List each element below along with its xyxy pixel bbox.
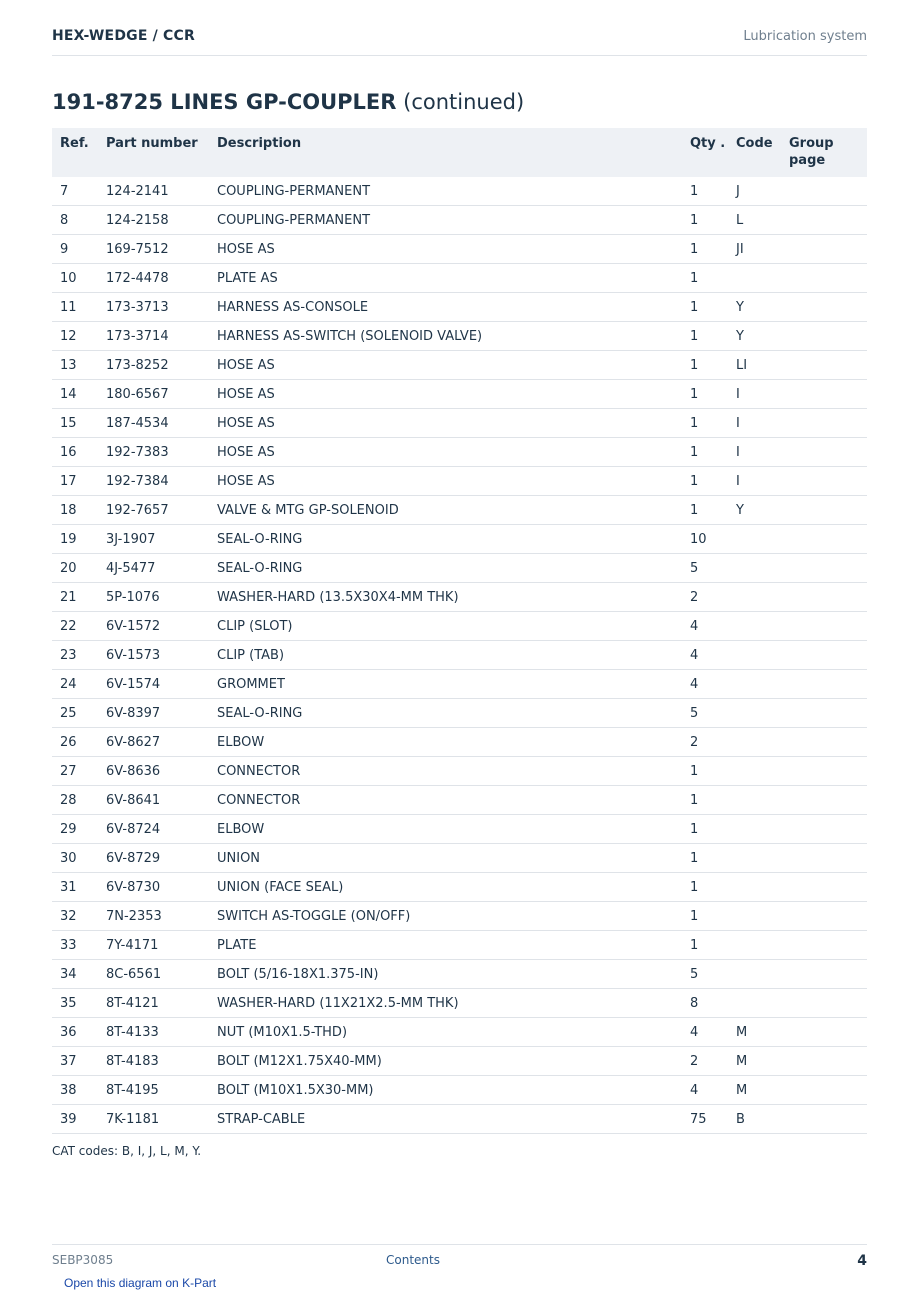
cell-code — [728, 902, 781, 931]
col-header-code: Code — [728, 128, 781, 177]
table-row — [52, 873, 867, 902]
cell-code — [728, 815, 781, 844]
cell-qty: 4 — [682, 641, 728, 670]
cell-qty: 5 — [682, 699, 728, 728]
cell-ref: 19 — [52, 525, 98, 554]
cell-description: ELBOW — [209, 815, 682, 844]
table-row — [52, 815, 867, 844]
table-row — [52, 351, 867, 380]
table-row — [52, 496, 867, 525]
cell-description: BOLT (5/16-18X1.375-IN) — [209, 960, 682, 989]
cell-ref: 28 — [52, 786, 98, 815]
cell-group-page — [781, 1018, 867, 1047]
table-row — [52, 1076, 867, 1105]
cell-part-number: 192-7657 — [98, 496, 209, 525]
cell-group-page — [781, 873, 867, 902]
cell-description: PLATE — [209, 931, 682, 960]
cell-qty: 4 — [682, 612, 728, 641]
cell-code — [728, 931, 781, 960]
table-row — [52, 989, 867, 1018]
cell-group-page — [781, 1076, 867, 1105]
cell-ref: 17 — [52, 467, 98, 496]
cell-ref: 38 — [52, 1076, 98, 1105]
cell-group-page — [781, 1105, 867, 1134]
table-row — [52, 1047, 867, 1076]
cell-ref: 9 — [52, 235, 98, 264]
table-row — [52, 641, 867, 670]
table-row — [52, 264, 867, 293]
table-row — [52, 844, 867, 873]
cell-ref: 15 — [52, 409, 98, 438]
cell-ref: 21 — [52, 583, 98, 612]
cell-code — [728, 989, 781, 1018]
cell-ref: 33 — [52, 931, 98, 960]
cell-qty: 1 — [682, 293, 728, 322]
cell-ref: 22 — [52, 612, 98, 641]
cell-qty: 1 — [682, 873, 728, 902]
open-diagram-link[interactable]: Open this diagram on K-Part — [64, 1276, 217, 1290]
parts-table-body — [52, 177, 867, 1134]
cell-group-page — [781, 844, 867, 873]
cell-group-page — [781, 931, 867, 960]
page-title — [52, 90, 524, 114]
cell-ref: 31 — [52, 873, 98, 902]
cell-part-number: 172-4478 — [98, 264, 209, 293]
cell-ref: 23 — [52, 641, 98, 670]
cell-description: HARNESS AS-CONSOLE — [209, 293, 682, 322]
cell-ref: 27 — [52, 757, 98, 786]
table-row — [52, 380, 867, 409]
cell-ref: 16 — [52, 438, 98, 467]
cell-ref: 20 — [52, 554, 98, 583]
table-row — [52, 438, 867, 467]
cell-qty: 10 — [682, 525, 728, 554]
cell-group-page — [781, 583, 867, 612]
cell-description: GROMMET — [209, 670, 682, 699]
cell-ref: 26 — [52, 728, 98, 757]
cell-part-number: 192-7383 — [98, 438, 209, 467]
cell-part-number: 8T-4121 — [98, 989, 209, 1018]
cell-qty: 4 — [682, 1076, 728, 1105]
cell-group-page — [781, 438, 867, 467]
cell-description: SEAL-O-RING — [209, 554, 682, 583]
cell-qty: 5 — [682, 960, 728, 989]
cell-qty: 1 — [682, 757, 728, 786]
section-name: Lubrication system — [743, 29, 867, 44]
cell-part-number: 4J-5477 — [98, 554, 209, 583]
table-row — [52, 235, 867, 264]
cell-qty: 4 — [682, 1018, 728, 1047]
cell-ref: 12 — [52, 322, 98, 351]
cell-description: UNION (FACE SEAL) — [209, 873, 682, 902]
cell-description: HOSE AS — [209, 438, 682, 467]
cell-code — [728, 844, 781, 873]
cell-code — [728, 525, 781, 554]
cell-qty: 1 — [682, 931, 728, 960]
table-row — [52, 757, 867, 786]
table-row — [52, 554, 867, 583]
cell-code — [728, 873, 781, 902]
cell-qty: 1 — [682, 206, 728, 235]
cell-group-page — [781, 728, 867, 757]
cell-qty: 1 — [682, 902, 728, 931]
cell-part-number: 6V-1573 — [98, 641, 209, 670]
cell-description: NUT (M10X1.5-THD) — [209, 1018, 682, 1047]
cell-group-page — [781, 699, 867, 728]
cell-group-page — [781, 496, 867, 525]
cell-ref: 37 — [52, 1047, 98, 1076]
cell-ref: 25 — [52, 699, 98, 728]
col-header-qty: Qty . — [682, 128, 728, 177]
cell-part-number: 6V-8636 — [98, 757, 209, 786]
cell-code — [728, 612, 781, 641]
cell-description: VALVE & MTG GP-SOLENOID — [209, 496, 682, 525]
cell-code: JI — [728, 235, 781, 264]
cell-code: I — [728, 409, 781, 438]
cell-description: WASHER-HARD (11X21X2.5-MM THK) — [209, 989, 682, 1018]
cell-group-page — [781, 815, 867, 844]
cell-code — [728, 757, 781, 786]
table-row — [52, 409, 867, 438]
cell-description: HOSE AS — [209, 351, 682, 380]
cell-part-number: 173-3714 — [98, 322, 209, 351]
cell-description: CONNECTOR — [209, 786, 682, 815]
cell-qty: 8 — [682, 989, 728, 1018]
cell-code — [728, 641, 781, 670]
cell-qty: 1 — [682, 380, 728, 409]
table-row — [52, 786, 867, 815]
cell-group-page — [781, 293, 867, 322]
contents-link[interactable]: Contents — [386, 1253, 440, 1267]
col-header-description: Description — [209, 128, 682, 177]
cell-ref: 7 — [52, 177, 98, 206]
cell-group-page — [781, 902, 867, 931]
cell-part-number: 192-7384 — [98, 467, 209, 496]
cell-group-page — [781, 554, 867, 583]
cell-group-page — [781, 235, 867, 264]
cell-ref: 35 — [52, 989, 98, 1018]
table-row — [52, 322, 867, 351]
cell-code: B — [728, 1105, 781, 1134]
cell-group-page — [781, 612, 867, 641]
cell-qty: 1 — [682, 235, 728, 264]
table-row — [52, 670, 867, 699]
page-number: 4 — [857, 1253, 867, 1269]
cell-description: SEAL-O-RING — [209, 699, 682, 728]
cell-ref: 10 — [52, 264, 98, 293]
table-header-row — [52, 128, 867, 177]
cell-code: M — [728, 1018, 781, 1047]
cell-code: Y — [728, 496, 781, 525]
cell-group-page — [781, 264, 867, 293]
table-row — [52, 728, 867, 757]
cell-group-page — [781, 467, 867, 496]
cell-part-number: 6V-1572 — [98, 612, 209, 641]
cell-description: COUPLING-PERMANENT — [209, 206, 682, 235]
cell-qty: 2 — [682, 1047, 728, 1076]
cell-part-number: 180-6567 — [98, 380, 209, 409]
cell-qty: 1 — [682, 438, 728, 467]
cell-qty: 1 — [682, 815, 728, 844]
cell-part-number: 6V-8397 — [98, 699, 209, 728]
table-row — [52, 177, 867, 206]
cell-qty: 75 — [682, 1105, 728, 1134]
cell-code: I — [728, 467, 781, 496]
cell-group-page — [781, 757, 867, 786]
cell-code — [728, 699, 781, 728]
cell-part-number: 6V-8729 — [98, 844, 209, 873]
cell-qty: 2 — [682, 583, 728, 612]
cell-qty: 1 — [682, 786, 728, 815]
table-row — [52, 206, 867, 235]
cell-description: CLIP (SLOT) — [209, 612, 682, 641]
cell-description: STRAP-CABLE — [209, 1105, 682, 1134]
cell-code: LI — [728, 351, 781, 380]
cell-part-number: 6V-8627 — [98, 728, 209, 757]
cell-code: M — [728, 1076, 781, 1105]
cell-part-number: 6V-1574 — [98, 670, 209, 699]
page-footer — [52, 1244, 867, 1275]
cell-code: Y — [728, 293, 781, 322]
table-row — [52, 960, 867, 989]
cell-part-number: 124-2141 — [98, 177, 209, 206]
table-row — [52, 1105, 867, 1134]
cell-ref: 39 — [52, 1105, 98, 1134]
cell-part-number: 6V-8730 — [98, 873, 209, 902]
cell-part-number: 7N-2353 — [98, 902, 209, 931]
cell-ref: 32 — [52, 902, 98, 931]
cell-description: HARNESS AS-SWITCH (SOLENOID VALVE) — [209, 322, 682, 351]
cell-code — [728, 960, 781, 989]
parts-table — [52, 128, 867, 1134]
cell-group-page — [781, 380, 867, 409]
cell-qty: 1 — [682, 467, 728, 496]
page-title-main: 191-8725 LINES GP-COUPLER — [52, 90, 397, 114]
cell-qty: 1 — [682, 496, 728, 525]
cell-group-page — [781, 786, 867, 815]
table-row — [52, 583, 867, 612]
cell-code: I — [728, 438, 781, 467]
cell-description: PLATE AS — [209, 264, 682, 293]
cell-description: COUPLING-PERMANENT — [209, 177, 682, 206]
cell-part-number: 8T-4195 — [98, 1076, 209, 1105]
cell-part-number: 7Y-4171 — [98, 931, 209, 960]
page-header — [52, 28, 867, 56]
cell-code: M — [728, 1047, 781, 1076]
cell-description: UNION — [209, 844, 682, 873]
cell-code: J — [728, 177, 781, 206]
cell-qty: 4 — [682, 670, 728, 699]
cell-code — [728, 786, 781, 815]
table-row — [52, 699, 867, 728]
col-header-group-page: Group page — [781, 128, 867, 177]
cell-code — [728, 728, 781, 757]
cell-ref: 11 — [52, 293, 98, 322]
cell-qty: 1 — [682, 322, 728, 351]
cell-description: SWITCH AS-TOGGLE (ON/OFF) — [209, 902, 682, 931]
cell-ref: 29 — [52, 815, 98, 844]
cell-description: HOSE AS — [209, 235, 682, 264]
cell-part-number: 5P-1076 — [98, 583, 209, 612]
col-header-part-number: Part number — [98, 128, 209, 177]
cell-code: L — [728, 206, 781, 235]
table-row — [52, 467, 867, 496]
page-title-suffix: (continued) — [396, 90, 525, 114]
table-row — [52, 902, 867, 931]
cell-description: BOLT (M12X1.75X40-MM) — [209, 1047, 682, 1076]
cell-group-page — [781, 525, 867, 554]
cell-group-page — [781, 989, 867, 1018]
cell-part-number: 173-8252 — [98, 351, 209, 380]
cell-description: CONNECTOR — [209, 757, 682, 786]
cell-group-page — [781, 670, 867, 699]
document-id: SEBP3085 — [52, 1253, 114, 1267]
breadcrumb-brand: HEX-WEDGE / CCR — [52, 28, 195, 44]
cell-ref: 30 — [52, 844, 98, 873]
cell-code — [728, 670, 781, 699]
table-row — [52, 293, 867, 322]
cell-part-number: 187-4534 — [98, 409, 209, 438]
cell-qty: 1 — [682, 264, 728, 293]
cell-ref: 24 — [52, 670, 98, 699]
cell-part-number: 169-7512 — [98, 235, 209, 264]
cat-codes-note: CAT codes: B, I, J, L, M, Y. — [52, 1144, 202, 1158]
cell-group-page — [781, 960, 867, 989]
cell-ref: 13 — [52, 351, 98, 380]
cell-description: SEAL-O-RING — [209, 525, 682, 554]
table-row — [52, 1018, 867, 1047]
cell-group-page — [781, 409, 867, 438]
cell-ref: 14 — [52, 380, 98, 409]
cell-description: CLIP (TAB) — [209, 641, 682, 670]
cell-group-page — [781, 351, 867, 380]
cell-ref: 36 — [52, 1018, 98, 1047]
cell-part-number: 124-2158 — [98, 206, 209, 235]
cell-part-number: 8C-6561 — [98, 960, 209, 989]
table-row — [52, 525, 867, 554]
cell-qty: 1 — [682, 351, 728, 380]
cell-group-page — [781, 322, 867, 351]
cell-qty: 5 — [682, 554, 728, 583]
cell-part-number: 3J-1907 — [98, 525, 209, 554]
cell-description: HOSE AS — [209, 380, 682, 409]
cell-ref: 34 — [52, 960, 98, 989]
cell-ref: 18 — [52, 496, 98, 525]
cell-qty: 1 — [682, 409, 728, 438]
cell-description: ELBOW — [209, 728, 682, 757]
cell-description: BOLT (M10X1.5X30-MM) — [209, 1076, 682, 1105]
cell-ref: 8 — [52, 206, 98, 235]
cell-part-number: 173-3713 — [98, 293, 209, 322]
cell-group-page — [781, 1047, 867, 1076]
cell-part-number: 8T-4133 — [98, 1018, 209, 1047]
cell-qty: 2 — [682, 728, 728, 757]
table-row — [52, 931, 867, 960]
cell-group-page — [781, 641, 867, 670]
cell-part-number: 6V-8641 — [98, 786, 209, 815]
cell-description: WASHER-HARD (13.5X30X4-MM THK) — [209, 583, 682, 612]
cell-qty: 1 — [682, 177, 728, 206]
table-row — [52, 612, 867, 641]
cell-part-number: 6V-8724 — [98, 815, 209, 844]
col-header-ref: Ref. — [52, 128, 98, 177]
cell-part-number: 7K-1181 — [98, 1105, 209, 1134]
cell-group-page — [781, 177, 867, 206]
cell-description: HOSE AS — [209, 409, 682, 438]
cell-description: HOSE AS — [209, 467, 682, 496]
cell-part-number: 8T-4183 — [98, 1047, 209, 1076]
cell-group-page — [781, 206, 867, 235]
cell-code: Y — [728, 322, 781, 351]
cell-code — [728, 264, 781, 293]
cell-code — [728, 554, 781, 583]
cell-code — [728, 583, 781, 612]
cell-code: I — [728, 380, 781, 409]
cell-qty: 1 — [682, 844, 728, 873]
